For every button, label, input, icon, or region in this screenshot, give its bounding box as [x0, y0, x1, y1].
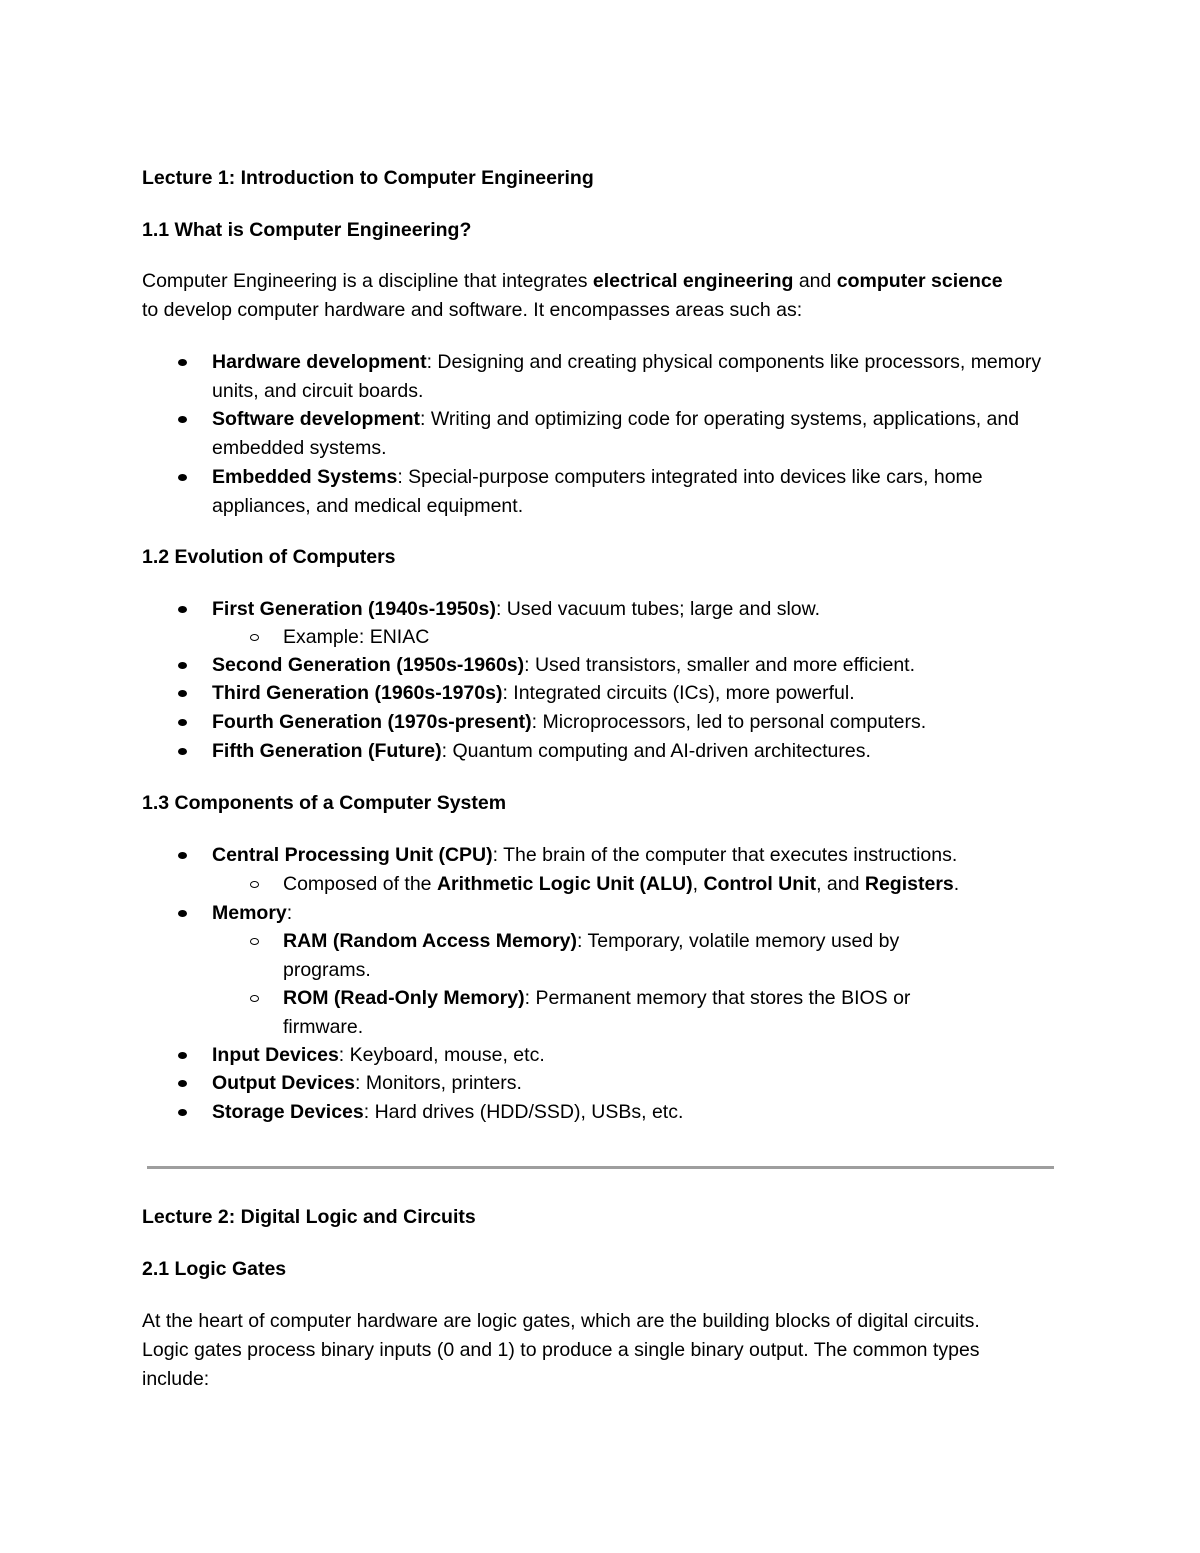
list-item: Second Generation (1950s-1960s): Used transistors, smaller and more efficient. — [212, 651, 1062, 680]
sub-list-item: RAM (Random Access Memory): Temporary, volatile memory used by programs. — [283, 927, 983, 985]
list-item: Input Devices: Keyboard, mouse, etc. — [212, 1041, 1062, 1070]
bullet-icon — [178, 748, 187, 755]
bullet-icon — [178, 1052, 187, 1059]
section-1-1-heading: 1.1 What is Computer Engineering? — [142, 219, 472, 241]
section-2-1-paragraph: At the heart of computer hardware are logic gates, which are the building blocks of digital circuits. Logic gates process binary inputs (0 and 1) to produce a single binary output. The common types include: — [142, 1310, 980, 1390]
horizontal-divider — [147, 1166, 1054, 1169]
circle-bullet-icon — [250, 881, 259, 888]
bullet-icon — [178, 606, 187, 613]
bullet-icon — [178, 416, 187, 423]
section-2-1-heading: 2.1 Logic Gates — [142, 1258, 287, 1280]
bullet-icon — [178, 662, 187, 669]
list-item: Output Devices: Monitors, printers. — [212, 1069, 1062, 1098]
sub-list-item: Example: ENIAC — [283, 623, 983, 652]
list-item: Central Processing Unit (CPU): The brain of the computer that executes instructions. — [212, 841, 1062, 870]
bullet-icon — [178, 719, 187, 726]
list-item: Storage Devices: Hard drives (HDD/SSD), USBs, etc. — [212, 1098, 1062, 1127]
section-1-3-heading: 1.3 Components of a Computer System — [142, 792, 507, 814]
lecture-2-title: Lecture 2: Digital Logic and Circuits — [142, 1206, 476, 1228]
bullet-icon — [178, 1109, 187, 1116]
bullet-icon — [178, 910, 187, 917]
list-item: Fifth Generation (Future): Quantum computing and AI-driven architectures. — [212, 737, 1062, 766]
section-1-1-intro: Computer Engineering is a discipline that integrates electrical engineering and computer science to develop computer hardware and software. It encompasses areas such as: — [142, 270, 1003, 321]
list-item: Hardware development: Designing and creating physical components like processors, memory units, and circuit boards. — [212, 348, 1062, 406]
circle-bullet-icon — [250, 995, 259, 1002]
list-item: Fourth Generation (1970s-present): Microprocessors, led to personal computers. — [212, 708, 1062, 737]
list-item: Embedded Systems: Special-purpose computers integrated into devices like cars, home appliances, and medical equipment. — [212, 463, 1062, 521]
bullet-icon — [178, 474, 187, 481]
sub-list-item: Composed of the Arithmetic Logic Unit (ALU), Control Unit, and Registers. — [283, 870, 983, 899]
bullet-icon — [178, 690, 187, 697]
bullet-icon — [178, 852, 187, 859]
section-1-2-heading: 1.2 Evolution of Computers — [142, 546, 396, 568]
list-item: First Generation (1940s-1950s): Used vacuum tubes; large and slow. — [212, 595, 1062, 624]
bullet-icon — [178, 1080, 187, 1087]
circle-bullet-icon — [250, 634, 259, 641]
lecture-1-title: Lecture 1: Introduction to Computer Engineering — [142, 167, 594, 189]
list-item: Memory: — [212, 899, 1062, 928]
sub-list-item: ROM (Read-Only Memory): Permanent memory that stores the BIOS or firmware. — [283, 984, 983, 1042]
list-item: Third Generation (1960s-1970s): Integrated circuits (ICs), more powerful. — [212, 679, 1062, 708]
circle-bullet-icon — [250, 938, 259, 945]
bullet-icon — [178, 359, 187, 366]
list-item: Software development: Writing and optimizing code for operating systems, applications, and embedded systems. — [212, 405, 1062, 463]
